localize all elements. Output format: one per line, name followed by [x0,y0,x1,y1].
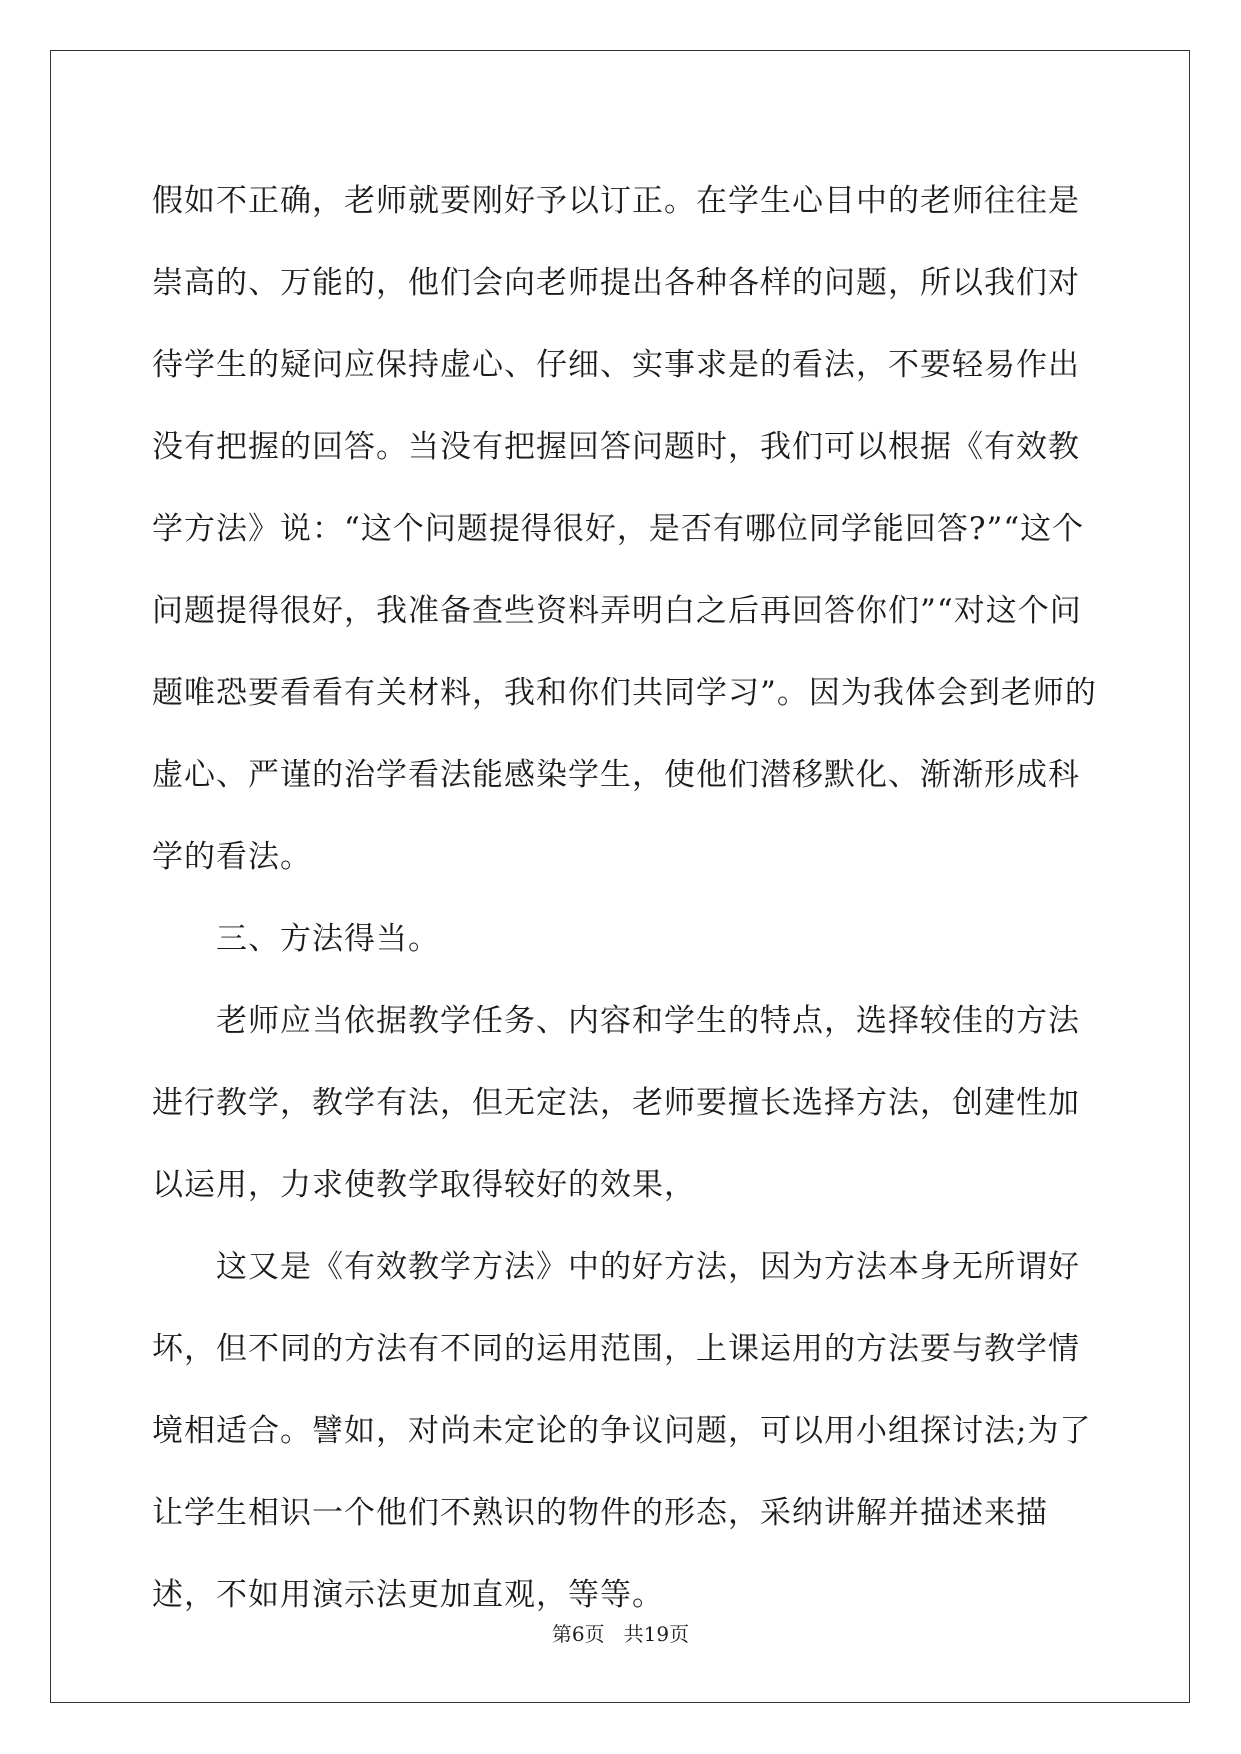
page-footer [0,1618,1241,1647]
paragraph-1: 假如不正确，老师就要刚好予以订正。在学生心目中的老师往往是崇高的、万能的，他们会向老师提出各种各样的问题，所以我们对待学生的疑问应保持虚心、仔细、实事求是的看法，不要轻易作出没有把握的回答。当没有把握回答问题时，我们可以根据《有效教学方法》说：“这个问题提得很好，是否有哪位同学能回答?”“这个问题提得很好，我准备查些资料弄明白之后再回答你们”“对这个问题唯恐要看看有关材料，我和你们共同学习”。因为我体会到老师的虚心、严谨的治学看法能感染学生，使他们潜移默化、渐渐形成科学的看法。 [152,183,1097,875]
page-number: 第6页 [551,1622,605,1646]
paragraph-3: 老师应当依据教学任务、内容和学生的特点，选择较佳的方法进行教学，教学有法，但无定法，老师要擅长选择方法，创建性加以运用，力求使教学取得较好的效果， [152,1003,1080,1203]
paragraph-section-heading: 三、方法得当。 [216,921,440,957]
page-total: 共19页 [623,1622,690,1646]
paragraph-4: 这又是《有效教学方法》中的好方法，因为方法本身无所谓好坏，但不同的方法有不同的运用范围，上课运用的方法要与教学情境相适合。譬如，对尚未定论的争议问题，可以用小组探讨法;为了让学生相识一个他们不熟识的物件的形态，采纳讲解并描述来描述，不如用演示法更加直观，等等。 [152,1249,1092,1613]
document-body [152,160,1097,1636]
